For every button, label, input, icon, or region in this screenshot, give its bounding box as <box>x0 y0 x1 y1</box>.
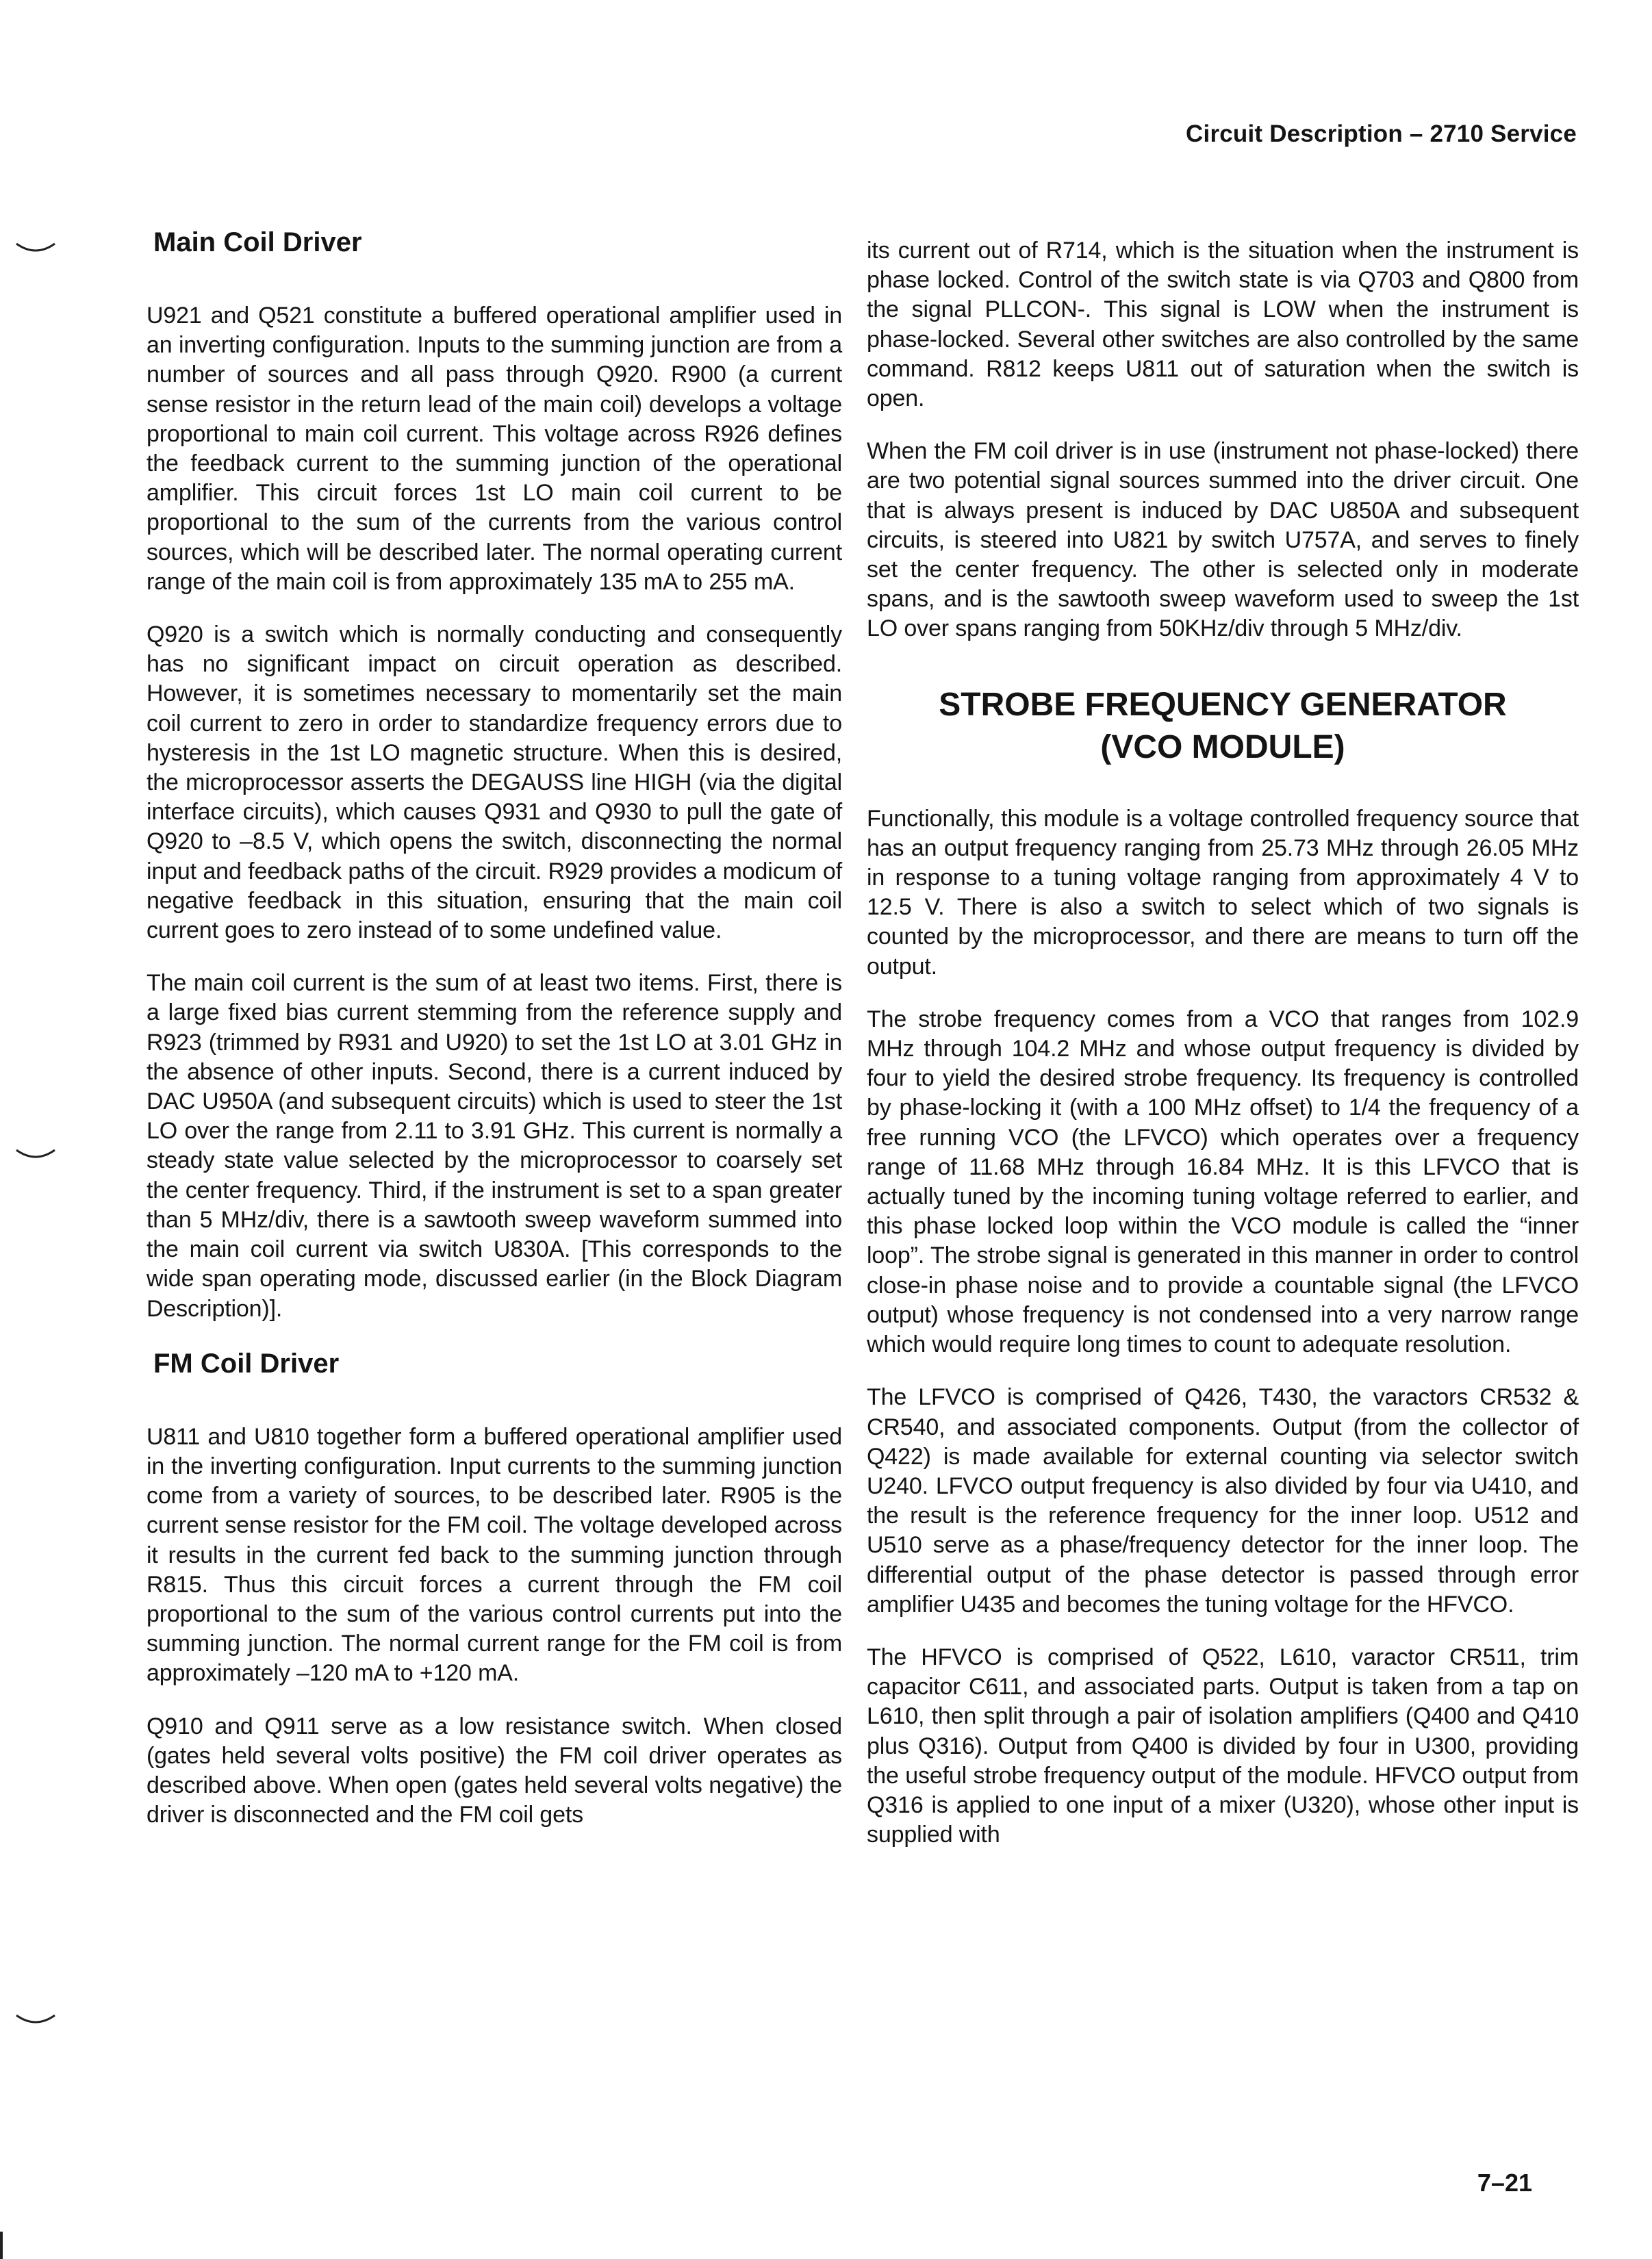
fm-coil-paragraph-2: Q910 and Q911 serve as a low resistance switch. When closed (gates held several volts positive) the FM coil driver operates as described above. When open (gates held several volts negative) the driver is disconnected and the FM coil gets <box>147 1713 842 1828</box>
main-coil-paragraph-2: Q920 is a switch which is normally conducting and consequently has no significant impact on circuit operation as described. However, it is sometimes necessary to momentarily set the main coil current to zero in order to standardize frequency errors due to hysteresis in the 1st LO magnetic structure. When this is desired, the microprocessor asserts the DEGAUSS line HIGH (via the digital interface circuits), which causes Q931 and Q930 to pull the gate of Q920 to –8.5 V, which opens the switch, disconnecting the normal input and feedback paths of the circuit. R929 provides a modicum of negative feedback in this situation, ensuring that the main coil current goes to zero instead of to some undefined value. <box>147 622 842 944</box>
page-edge-mark <box>0 2232 3 2259</box>
main-coil-driver-heading: Main Coil Driver <box>153 227 362 257</box>
strobe-heading-line-2: (VCO MODULE) <box>1100 728 1345 765</box>
fm-coil-paragraph-1: U811 and U810 together form a buffered operational amplifier used in the inverting configuration. Input currents to the summing junction come from a variety of sources, to be described later. R905 is the current sense resistor for the FM coil. The voltage developed across it results in the current fed back to the summing junction through R815. Thus this circuit forces a current through the FM coil proportional to the sum of the various control currents put into the summing junction. The normal current range for the FM coil is from approximately –120 mA to +120 mA. <box>147 1423 842 1687</box>
running-head: Circuit Description – 2710 Service <box>1186 120 1577 147</box>
right-column <box>867 236 1579 1873</box>
binder-hole-mark-middle <box>15 1147 56 1164</box>
binder-hole-mark-top <box>15 241 56 257</box>
strobe-paragraph-3: The LFVCO is comprised of Q426, T430, the varactors CR532 & CR540, and associated components. Output (from the collector of Q422) is made available for external counting via selector switch U240. LFVCO output frequency is also divided by four via U410, and the result is the reference frequency for the inner loop. U512 and U510 serve as a phase/frequency detector for the inner loop. The differential output of the phase detector is passed through error amplifier U435 and becomes the tuning voltage for the HFVCO. <box>867 1384 1579 1618</box>
left-column <box>147 226 842 1853</box>
strobe-paragraph-4: The HFVCO is comprised of Q522, L610, varactor CR511, trim capacitor C611, and associated parts. Output is taken from a tap on L610, then split through a pair of isolation amplifiers (Q400 and Q410 plus Q316). Output from Q400 is divided by four in U300, providing the useful strobe frequency output of the module. HFVCO output from Q316 is applied to one input of a mixer (U320), whose other input is supplied with <box>867 1644 1579 1848</box>
fm-coil-continued-paragraph-2: When the FM coil driver is in use (instrument not phase-locked) there are two potential signal sources summed into the driver circuit. One that is always present is induced by DAC U850A and subsequent circuits, is steered into U821 by switch U757A, and serves to finely set the center frequency. The other is selected only in moderate spans, and is the sawtooth sweep waveform used to sweep the 1st LO over spans ranging from 50KHz/div through 5 MHz/div. <box>867 438 1579 642</box>
main-coil-paragraph-3: The main coil current is the sum of at least two items. First, there is a large fixed bias current stemming from the reference supply and R923 (trimmed by R931 and U920) to set the 1st LO at 3.01 GHz in the absence of other inputs. Second, there is a current induced by DAC U950A (and subsequent circuits) which is used to steer the 1st LO over the range from 2.11 to 3.91 GHz. This current is normally a steady state value selected by the microprocessor to coarsely set the center frequency. Third, if the instrument is set to a span greater than 5 MHz/div, there is a sawtooth sweep waveform summed into the main coil current via switch U830A. [This corresponds to the wide span operating mode, discussed earlier (in the Block Diagram Description)]. <box>147 970 842 1322</box>
binder-hole-mark-bottom <box>15 2013 56 2029</box>
strobe-heading-line-1: STROBE FREQUENCY GENERATOR <box>939 686 1507 723</box>
main-coil-paragraph-1: U921 and Q521 constitute a buffered operational amplifier used in an inverting configuration. Inputs to the summing junction are from a number of sources and all pass through Q920. R900 (a current sense resistor in the return lead of the main coil) develops a voltage proportional to main coil current. This voltage across R926 defines the feedback current to the summing junction of the operational amplifier. This circuit forces 1st LO main coil current to be proportional to the sum of the currents from the various control sources, which will be described later. The normal operating current range of the main coil is from approximately 135 mA to 255 mA. <box>147 303 842 595</box>
fm-coil-continued-paragraph-1: its current out of R714, which is the situation when the instrument is phase locked. Control of the switch state is via Q703 and Q800 from the signal PLLCON-. This signal is LOW when the instrument is phase-locked. Several other switches are also controlled by the same command. R812 keeps U811 out of saturation when the switch is open. <box>867 238 1579 412</box>
page-number: 7–21 <box>1477 2169 1532 2197</box>
fm-coil-driver-heading: FM Coil Driver <box>153 1348 340 1379</box>
strobe-generator-heading <box>867 684 1579 769</box>
strobe-paragraph-1: Functionally, this module is a voltage controlled frequency source that has an output frequency ranging from 25.73 MHz through 26.05 MHz in response to a tuning voltage ranging from approximately 4 V to 12.5 V. There is also a switch to select which of two signals is counted by the microprocessor, and there are means to turn off the output. <box>867 805 1579 980</box>
strobe-paragraph-2: The strobe frequency comes from a VCO that ranges from 102.9 MHz through 104.2 MHz and whose output frequency is divided by four to yield the desired strobe frequency. Its frequency is controlled by phase-locking it (with a 100 MHz offset) to 1/4 the frequency of a free running VCO (the LFVCO) which operates over a frequency range of 11.68 MHz through 16.84 MHz. It is this LFVCO that is actually tuned by the incoming tuning voltage referred to earlier, and this phase locked loop within the VCO module is called the “inner loop”. The strobe signal is generated in this manner in order to control close-in phase noise and to provide a countable signal (the LFVCO output) whose frequency is not condensed into a very narrow range which would require long times to count to adequate resolution. <box>867 1006 1579 1358</box>
